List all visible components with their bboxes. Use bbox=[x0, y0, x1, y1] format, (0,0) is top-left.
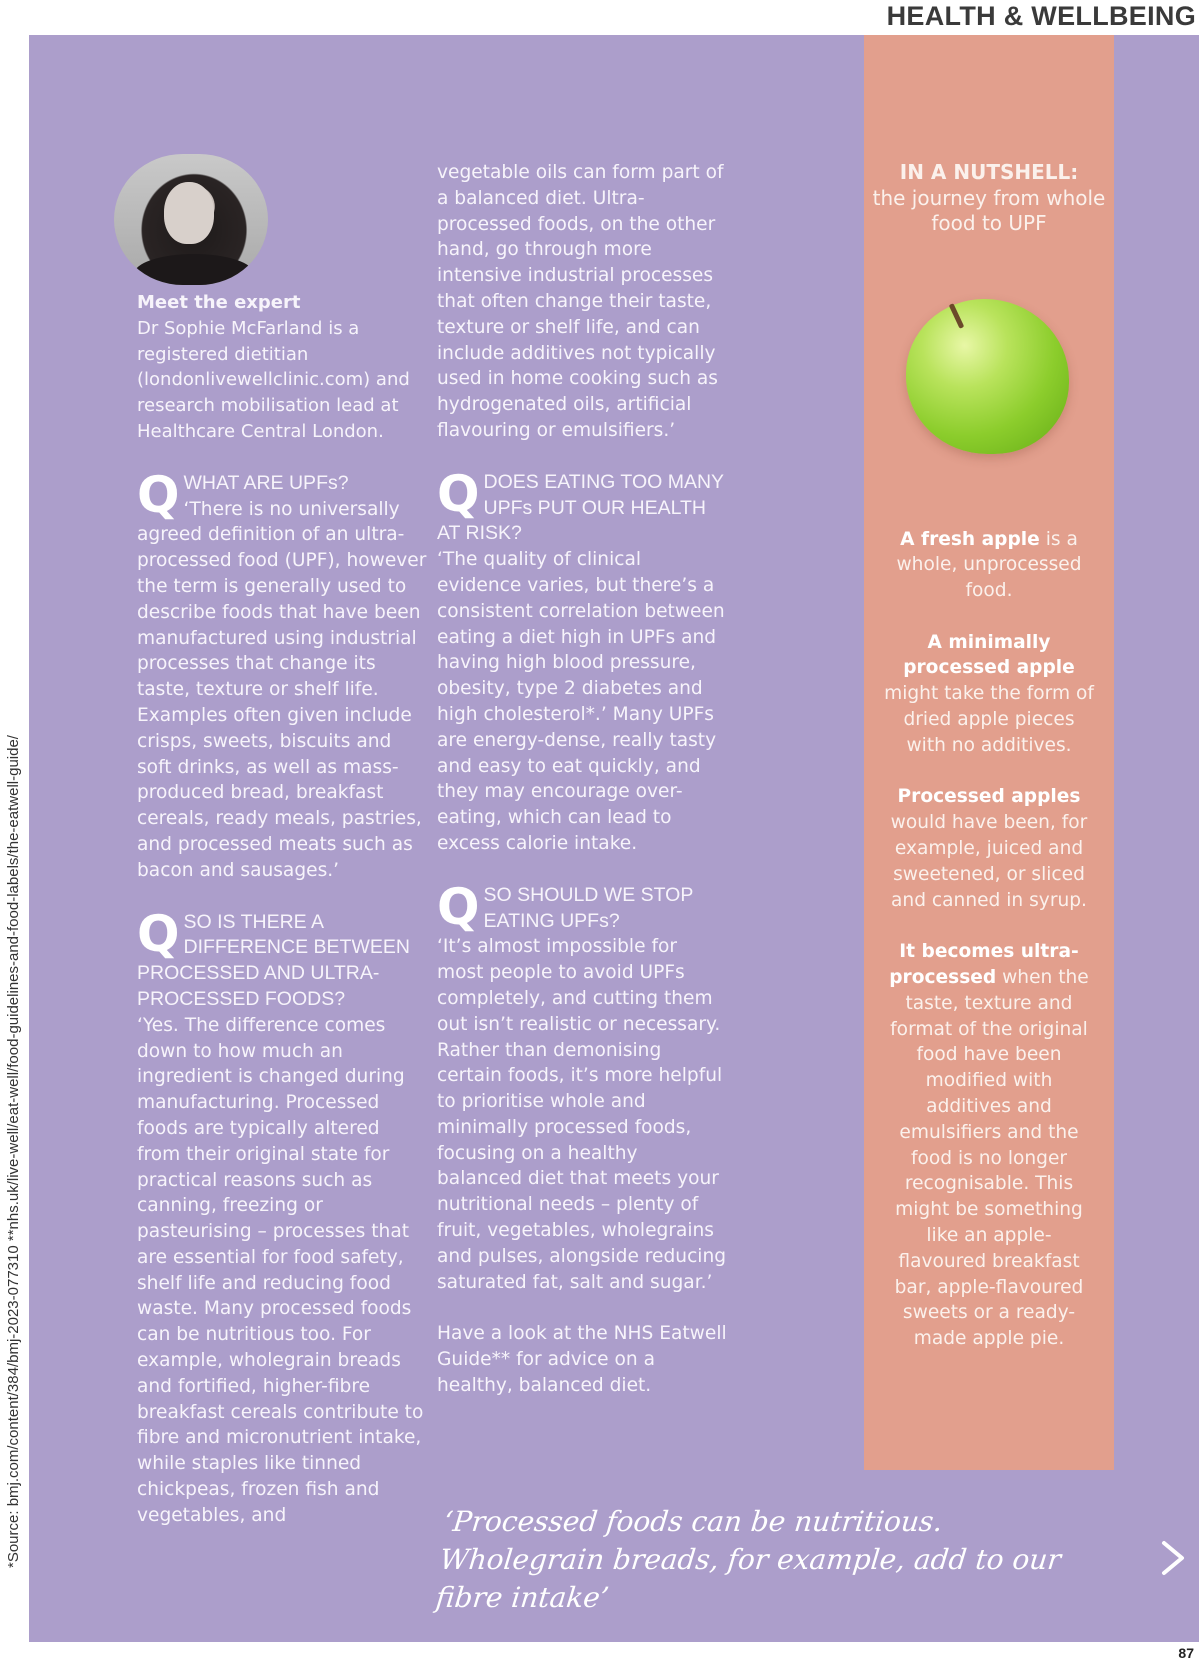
stage-label: A fresh apple bbox=[900, 528, 1040, 550]
answer-text: ‘Yes. The difference comes down to how much an ingredient is changed during manufacturing. Processed foods are typically altered from their original state for practical reasons such as canning, freezing or pasteurising – processes that are essential for food safety, shelf life and reducing food waste. Many processed foods can be nutritious too. For example, wholegrain breads and fortified, higher-fibre breakfast cereals contribute to fibre and micronutrient intake, while staples like tinned chickpeas, frozen fish and vegetables, and bbox=[137, 1014, 424, 1526]
nutshell-content bbox=[864, 160, 1114, 1378]
stage-label: Processed apples bbox=[897, 786, 1081, 808]
stage-description: when the taste, texture and format of the original food have been modified with additives and emulsifiers and the food is no longer recognisable. This might be something like an apple-flavoured breakfast bar, apple-flavoured sweets or a ready-made apple pie. bbox=[890, 967, 1089, 1350]
expert-avatar bbox=[114, 154, 268, 285]
stage-label: It becomes ultra-processed bbox=[889, 941, 1079, 989]
answer-text: ‘There is no universally agreed definition of an ultra-processed food (UPF), however the term is generally used to describe foods that have been manufactured using industrial processes that change its taste, texture or shelf life. Examples often given include crisps, sweets, biscuits and soft drinks, as well as mass-produced bread, breakfast cereals, ready meals, pastries, and processed meats such as bacon and sausages.’ bbox=[137, 498, 427, 881]
answer-text: ‘The quality of clinical evidence varies, but there’s a consistent correlation between eating a diet high in UPFs and having high blood pressure, obesity, type 2 diabetes and high cholesterol*.’ Many UPFs are energy-dense, really tasty and easy to eat quickly, and they may encourage over-eating, which can lead to excess calorie intake. bbox=[437, 549, 725, 854]
eatwell-note: Have a look at the NHS Eatwell Guide** for advice on a healthy, balanced diet. bbox=[437, 1323, 727, 1397]
stage-fresh bbox=[864, 527, 1114, 604]
avatar-shoulders bbox=[134, 254, 254, 285]
question-text: DOES EATING TOO MANY UPFs PUT OUR HEALTH AT RISK? bbox=[437, 470, 724, 545]
question-heading bbox=[437, 877, 727, 936]
stage-description: is a whole, unprocessed food. bbox=[896, 528, 1082, 602]
column-2 bbox=[437, 160, 727, 1399]
avatar-face bbox=[164, 182, 214, 244]
pull-quote: ‘Processed foods can be nutritious. Wholegrain breads, for example, add to our fibre intake’ bbox=[434, 1505, 1063, 1614]
source-footnotes: *Source: bmj.com/content/384/bmj-2023-077310 **nhs.uk/live-well/eat-well/food-guidelines-and-food-labels/the-eatwell-guide/ bbox=[5, 735, 22, 1568]
column-1 bbox=[137, 290, 427, 1555]
question-heading bbox=[437, 464, 727, 547]
qa-block-2 bbox=[137, 904, 427, 1529]
q-drop-cap: Q bbox=[437, 464, 480, 523]
qa-block-1 bbox=[137, 465, 427, 884]
answer-text: ‘It’s almost impossible for most people to avoid UPFs completely, and cutting them out isn’t realistic or necessary. Rather than demonising certain foods, it’s more helpful to prioritise whole and minimally processed foods, focusing on a healthy balanced diet that meets your nutritional needs – plenty of fruit, vegetables, wholegrains and pulses, alongside reducing saturated fat, salt and sugar.’ bbox=[437, 936, 727, 1293]
stage-processed bbox=[864, 784, 1114, 913]
q-drop-cap: Q bbox=[137, 904, 180, 963]
q-drop-cap: Q bbox=[137, 465, 180, 524]
expert-bio-block bbox=[137, 290, 427, 445]
apple-image bbox=[864, 237, 1114, 527]
page-number: 87 bbox=[1178, 1645, 1194, 1661]
question-heading bbox=[137, 904, 427, 1013]
expert-bio: Dr Sophie McFarland is a registered dietitian (londonlivewellclinic.com) and research mobilisation lead at Healthcare Central London. bbox=[137, 317, 410, 442]
chevron-right-icon[interactable] bbox=[1160, 1540, 1186, 1576]
nutshell-heading bbox=[864, 160, 1114, 237]
answer-continuation: vegetable oils can form part of a balanced diet. Ultra-processed foods, on the other hand, go through more intensive industrial processes that often change their taste, texture or shelf life, and can include additives not typically used in home cooking such as hydrogenated oils, artificial flavouring or emulsifiers.’ bbox=[437, 162, 724, 441]
stage-description: would have been, for example, juiced and sweetened, or sliced and canned in syrup. bbox=[890, 812, 1088, 911]
question-heading bbox=[137, 465, 427, 524]
stage-minimally-processed bbox=[864, 630, 1114, 759]
q-drop-cap: Q bbox=[437, 877, 480, 936]
stage-description: might take the form of dried apple pieces with no additives. bbox=[884, 683, 1094, 756]
expert-label: Meet the expert bbox=[137, 292, 301, 313]
qa-block-3 bbox=[437, 464, 727, 857]
question-text: WHAT ARE UPFs? bbox=[183, 471, 349, 494]
nutshell-heading-subtitle: the journey from whole food to UPF bbox=[872, 185, 1106, 235]
section-title: HEALTH & WELLBEING bbox=[886, 1, 1196, 31]
question-text: SO IS THERE A DIFFERENCE BETWEEN PROCESSED AND ULTRA-PROCESSED FOODS? bbox=[137, 910, 410, 1010]
stage-label: A minimally processed apple bbox=[903, 631, 1075, 679]
stage-ultra-processed bbox=[864, 939, 1114, 1352]
nutshell-heading-bold: IN A NUTSHELL: bbox=[899, 160, 1079, 184]
qa-block-4 bbox=[437, 877, 727, 1296]
green-apple-icon bbox=[906, 299, 1069, 454]
question-text: SO SHOULD WE STOP EATING UPFs? bbox=[483, 883, 694, 932]
